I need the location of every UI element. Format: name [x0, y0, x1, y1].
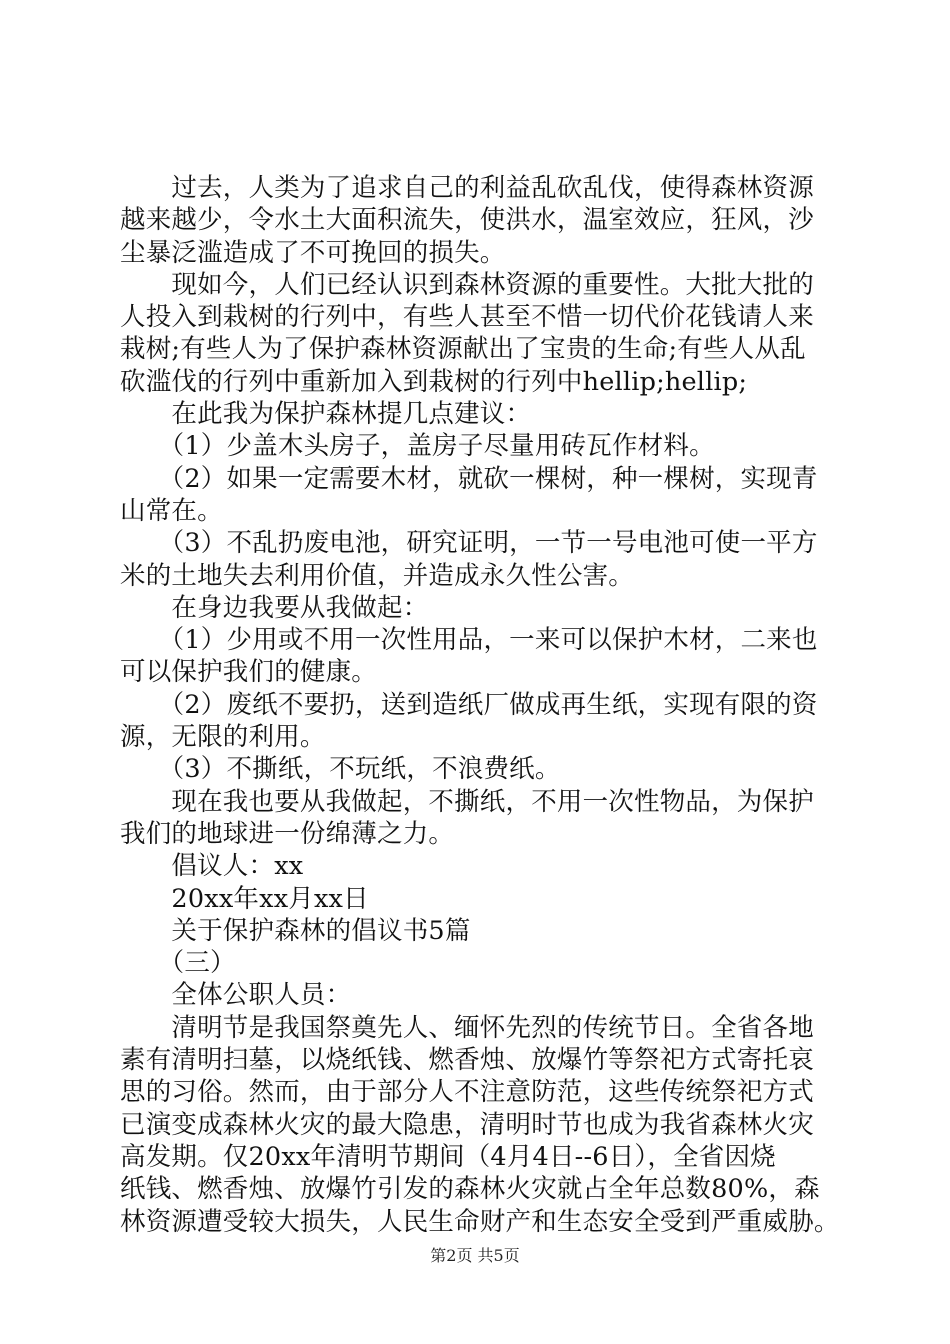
text-line: （3）不乱扔废电池，研究证明，一节一号电池可使一平方	[120, 528, 818, 559]
text-line: 全体公职人员：	[120, 980, 352, 1011]
text-line: 林资源遭受较大损失，人民生命财产和生态安全受到严重威胁。	[120, 1206, 840, 1237]
text-line: 高发期。仅20xx年清明节期间（4月4日--6日），全省因烧	[120, 1141, 776, 1172]
text-line: （1）少盖木头房子，盖房子尽量用砖瓦作材料。	[120, 431, 715, 462]
text-line: 20xx年xx月xx日	[120, 883, 369, 914]
text-line: （2）如果一定需要木材，就砍一棵树，种一棵树，实现青	[120, 463, 818, 494]
text-line: 可以保护我们的健康。	[120, 657, 378, 688]
text-line: 人投入到栽树的行列中，有些人甚至不惜一切代价花钱请人来	[120, 302, 814, 333]
text-line: 过去，人类为了追求自己的利益乱砍乱伐，使得森林资源	[120, 173, 814, 203]
text-line: 砍滥伐的行列中重新加入到栽树的行列中hellip;hellip;	[120, 366, 748, 397]
text-line: （2）废纸不要扔，送到造纸厂做成再生纸，实现有限的资	[120, 689, 818, 720]
text-line: 栽树;有些人为了保护森林资源献出了宝贵的生命;有些人从乱	[120, 334, 806, 365]
text-line: 清明节是我国祭奠先人、缅怀先烈的传统节日。全省各地	[120, 1012, 814, 1043]
text-line: 素有清明扫墓，以烧纸钱、燃香烛、放爆竹等祭祀方式寄托哀	[120, 1045, 814, 1076]
text-line: 尘暴泛滥造成了不可挽回的损失。	[120, 237, 506, 268]
text-line: 纸钱、燃香烛、放爆竹引发的森林火灾就占全年总数80%，森	[120, 1174, 820, 1205]
text-line: 思的习俗。然而，由于部分人不注意防范，这些传统祭祀方式	[120, 1077, 814, 1108]
text-line: 越来越少，令水土大面积流失，使洪水，温室效应，狂风，沙	[120, 205, 814, 236]
text-line: 山常在。	[120, 495, 223, 526]
text-line: 在此我为保护森林提几点建议：	[120, 399, 532, 430]
text-line: （3）不撕纸，不玩纸，不浪费纸。	[120, 754, 561, 785]
text-line: 在身边我要从我做起：	[120, 592, 429, 623]
text-line: 现在我也要从我做起，不撕纸，不用一次性物品，为保护	[120, 786, 814, 817]
page-number-footer: 第2页 共5页	[430, 1246, 520, 1265]
text-line: 关于保护森林的倡议书5篇	[120, 915, 471, 946]
text-line: 倡议人：xx	[120, 851, 304, 882]
text-line: 已演变成森林火灾的最大隐患，清明时节也成为我省森林火灾	[120, 1109, 814, 1140]
text-line: 米的土地失去利用价值，并造成永久性公害。	[120, 560, 635, 591]
text-line: 我们的地球进一份绵薄之力。	[120, 818, 455, 849]
document-body	[120, 172, 850, 1238]
text-line: （三）	[120, 948, 236, 979]
text-line: （1）少用或不用一次性用品，一来可以保护木材，二来也	[120, 625, 818, 656]
text-line: 源，无限的利用。	[120, 722, 326, 753]
text-line: 现如今，人们已经认识到森林资源的重要性。大批大批的	[120, 269, 814, 300]
